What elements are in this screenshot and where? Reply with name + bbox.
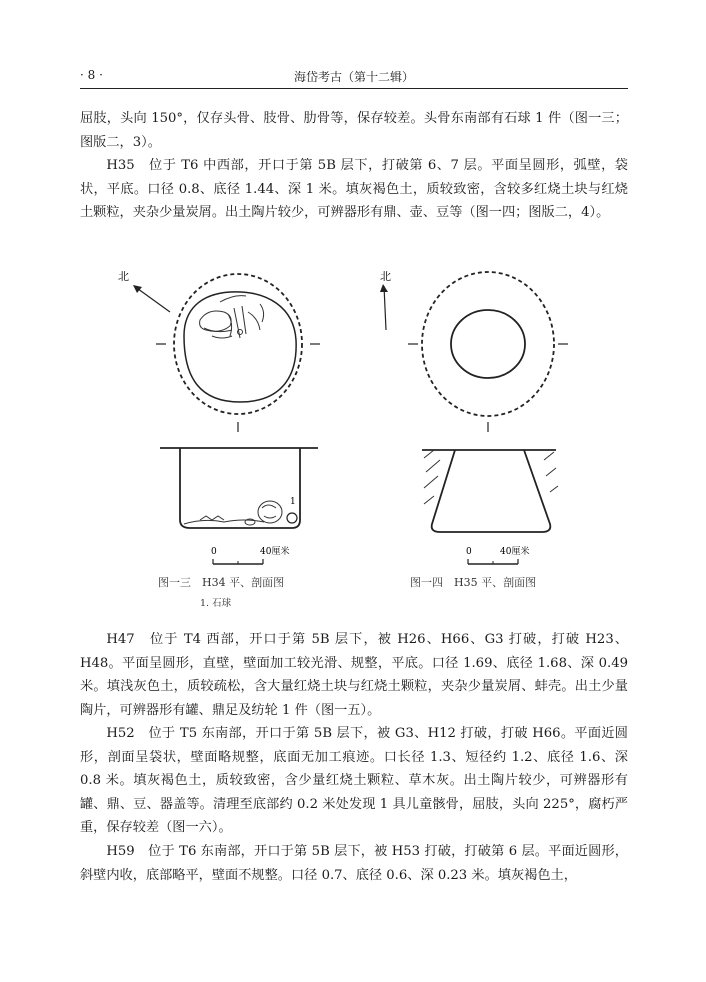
north-label: 北	[380, 270, 391, 283]
page-header	[80, 63, 628, 91]
north-arrow-icon	[133, 285, 170, 312]
pit-section-profile	[180, 448, 300, 528]
paragraph-h59: H59 位于 T6 东南部，开口于第 5B 层下，被 H53 打破，打破第 6 层。平面近圆形，斜壁内收，底部略平，壁面不规整。口径 0.7、底径 0.6、深 0.23 米。填灰褐色土，	[80, 844, 628, 883]
stone-ball-marker: 1	[290, 497, 296, 507]
skeleton-section-icon	[184, 501, 282, 525]
north-label: 北	[118, 270, 129, 283]
skeleton-plan-icon	[200, 296, 264, 338]
scale-bar	[468, 559, 518, 564]
scale-bar	[213, 559, 263, 564]
header-rule	[80, 88, 628, 89]
paragraph-h34-end: 屈肢，头向 150°，仅存头骨、肢骨、肋骨等，保存较差。头骨东南部有石球 1 件（图一三；图版二，3）。	[80, 111, 628, 150]
figure-h35-plan-section	[360, 262, 580, 602]
page-number: · 8 ·	[80, 68, 103, 82]
north-arrow-icon	[380, 284, 388, 330]
pit-section-profile	[432, 450, 551, 532]
figure-13-caption: 图一三 H34 平、剖面图	[158, 576, 285, 589]
scale-zero: 0	[466, 547, 472, 557]
paragraph-h52: H52 位于 T5 东南部，开口于第 5B 层下，被 G3、H12 打破，打破 H66。平面近圆形，剖面呈袋状，壁面略规整，底面无加工痕迹。口长径 1.3、短径约 1.2、底径 1.6、深 0.8 米。填灰褐色土，质较致密，含少量红烧土颗粒、草木灰。出土陶片较少，可辨器形有罐、鼎、豆、器盖等。清理至底部约 0.2 米处发现 1 具儿童骸骨，屈肢，头向 225°，腐朽严重，保存较差（图一六）。	[80, 726, 628, 835]
pit-mouth-outline	[451, 310, 525, 378]
figure-14-caption: 图一四 H35 平、剖面图	[410, 576, 537, 589]
figure-13-note: 1. 石球	[200, 598, 232, 609]
stone-ball-icon	[287, 513, 297, 523]
paragraph-h47: H47 位于 T4 西部，开口于第 5B 层下，被 H26、H66、G3 打破，打破 H23、H48。平面呈圆形，直壁，壁面加工较光滑、规整，平底。口径 1.69、底径 1.68、深 0.49 米。填浅灰色土，质较疏松，含大量红烧土块与红烧土颗粒，夹杂少量炭屑、蚌壳。出土少量陶片，可辨器形有罐、鼎足及纺轮 1 件（图一五）。	[80, 632, 628, 718]
journal-title: 海岱考古（第十二辑）	[293, 70, 414, 84]
pit-inner-outline	[184, 292, 296, 402]
figure-h34-plan-section	[100, 262, 340, 602]
pit-base-outline-dashed	[422, 272, 554, 416]
pit-outer-outline-dashed	[174, 274, 302, 414]
scale-label: 40厘米	[500, 547, 530, 557]
scale-label: 40厘米	[260, 547, 290, 557]
paragraph-h35: H35 位于 T6 中西部，开口于第 5B 层下，打破第 6、7 层。平面呈圆形，弧壁，袋状，平底。口径 0.8、底径 1.44、深 1 米。填灰褐色土，质较致密，含较多红烧土块与红烧土颗粒，夹杂少量炭屑。出土陶片较少，可辨器形有鼎、壶、豆等（图一四；图版二，4）。	[80, 158, 628, 220]
scale-zero: 0	[211, 547, 217, 557]
cut-hatching	[424, 450, 558, 504]
